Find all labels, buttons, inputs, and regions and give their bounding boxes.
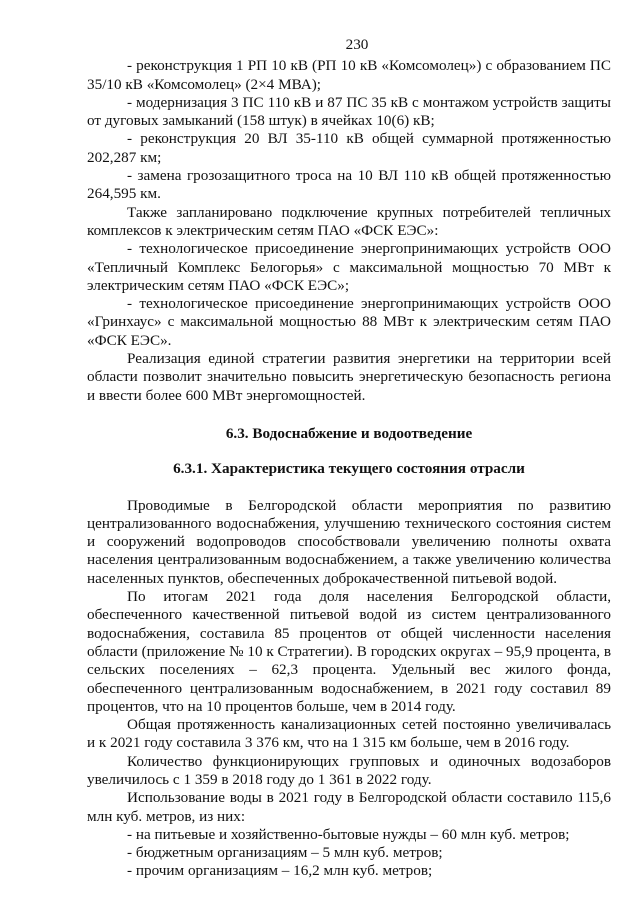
paragraph: - модернизация 3 ПС 110 кВ и 87 ПС 35 кВ с монтажом устройств защиты от дуговых замыканий (158 штук) в ячейках 10(6) кВ; (87, 93, 611, 130)
paragraph: Использование воды в 2021 году в Белгородской области составило 115,6 млн куб. метров, из них: (87, 789, 611, 825)
list-item: - на питьевые и хозяйственно-бытовые нужды – 60 млн куб. метров; (127, 825, 570, 843)
paragraph: Проводимые в Белгородской области мероприятия по развитию централизованного водоснабжения, улучшению технического состояния систем и сооружений водопроводов способствовали увеличению полноты охвата населения централизованным водоснабжением, а также увеличению количества населенных пунктов, обеспеченных доброкачественной питьевой водой. (87, 496, 611, 587)
paragraph: - технологическое присоединение энергопринимающих устройств ООО «Гринхаус» с максимальной мощностью 88 МВт к электрическим сетям ПАО «ФСК ЕЭС». (87, 295, 611, 349)
list-item: - бюджетным организациям – 5 млн куб. метров; (127, 844, 443, 862)
paragraph: - технологическое присоединение энергопринимающих устройств ООО «Тепличный Комплекс Белогорья» с максимальной мощностью 70 МВт к электрическим сетям ПАО «ФСК ЕЭС»; (87, 240, 611, 294)
document-page (87, 36, 611, 881)
subsection-heading: 6.3.1. Характеристика текущего состояния отрасли (173, 460, 525, 478)
paragraph: По итогам 2021 года доля населения Белгородской области, обеспеченного качественной питьевой водой из систем централизованного водоснабжения, составила 85 процентов от общей численности населения области (приложение № 10 к Стратегии). В городских округах – 95,9 процента, в сельских поселениях – 62,3 процента. Удельный вес жилого фонда, обеспеченного централизованным водоснабжением, в 2021 году составил 89 процентов, что на 10 процентов больше, чем в 2014 году. (87, 588, 611, 715)
paragraph: - замена грозозащитного троса на 10 ВЛ 110 кВ общей протяженностью 264,595 км. (87, 167, 611, 203)
paragraph: - реконструкция 1 РП 10 кВ (РП 10 кВ «Комсомолец») с образованием ПС 35/10 кВ «Комсомолец» (2×4 МВА); (87, 57, 611, 93)
paragraph: Также запланировано подключение крупных потребителей тепличных комплексов к электрическим сетям ПАО «ФСК ЕЭС»: (87, 203, 611, 239)
paragraph: Количество функционирующих групповых и одиночных водозаборов увеличилось с 1 359 в 2018 году до 1 361 в 2022 году. (87, 752, 611, 788)
section-heading: 6.3. Водоснабжение и водоотведение (225, 424, 473, 442)
list-item: - прочим организациям – 16,2 млн куб. метров; (127, 862, 433, 880)
page-number: 230 (345, 36, 369, 53)
paragraph: - реконструкция 20 ВЛ 35-110 кВ общей суммарной протяженностью 202,287 км; (87, 130, 611, 166)
paragraph: Общая протяженность канализационных сетей постоянно увеличивалась и к 2021 году составила 3 376 км, что на 1 315 км больше, чем в 2016 году. (87, 716, 611, 752)
paragraph: Реализация единой стратегии развития энергетики на территории всей области позволит значительно повысить энергетическую безопасность региона и ввести более 600 МВт энергомощностей. (87, 350, 611, 404)
